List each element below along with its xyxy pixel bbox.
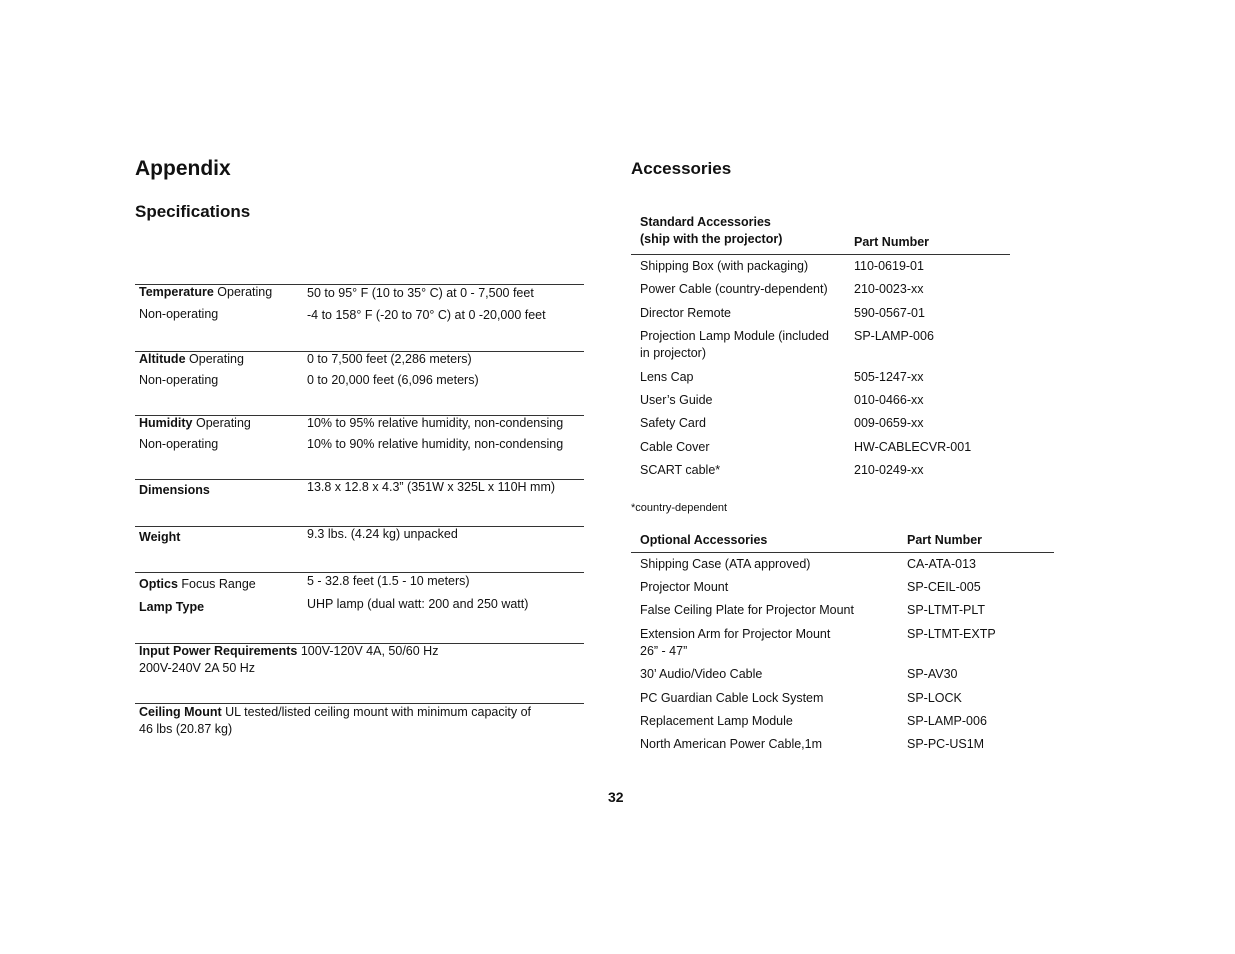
table-row-item: Projector Mount: [640, 580, 729, 594]
spec-temperature-nonop-value: -4 to 158° F (-20 to 70° C) at 0 -20,000 feet: [307, 308, 546, 322]
table-row-item: Cable Cover: [640, 440, 710, 454]
optional-header-rule: [631, 552, 1054, 553]
spec-temperature-label: Temperature Operating: [139, 285, 273, 299]
spec-weight-value: 9.3 lbs. (4.24 kg) unpacked: [307, 527, 458, 541]
spec-altitude-label: Altitude Operating: [139, 352, 244, 366]
table-row-item: 30’ Audio/Video Cable: [640, 667, 763, 681]
spec-lamp-value: UHP lamp (dual watt: 200 and 250 watt): [307, 597, 529, 611]
table-row-item: Lens Cap: [640, 370, 694, 384]
spec-power-line1: Input Power Requirements 100V-120V 4A, 50/60 Hz: [139, 644, 439, 658]
table-row-part: SP-PC-US1M: [907, 737, 985, 751]
table-row-part: SP-LTMT-PLT: [907, 603, 986, 617]
table-row-item: Power Cable (country-dependent): [640, 282, 828, 296]
table-row-part: 009-0659-xx: [854, 416, 924, 430]
spec-humidity-label: Humidity Operating: [139, 416, 251, 430]
spec-dimensions-value: 13.8 x 12.8 x 4.3” (351W x 325L x 110H mm): [307, 480, 556, 494]
page-title: Appendix: [135, 157, 231, 180]
table-row-part: SP-LOCK: [907, 691, 962, 705]
optional-header: Optional Accessories: [640, 533, 768, 547]
table-row-part: 505-1247-xx: [854, 370, 924, 384]
spec-optics-value: 5 - 32.8 feet (1.5 - 10 meters): [307, 574, 470, 588]
table-row-part: SP-LTMT-EXTP: [907, 627, 996, 641]
spec-ceiling-line1: Ceiling Mount UL tested/listed ceiling mount with minimum capacity of: [139, 705, 532, 719]
footnote: *country-dependent: [631, 502, 728, 514]
table-row-item: Projection Lamp Module (included: [640, 329, 829, 343]
standard-header-part: Part Number: [854, 235, 930, 249]
optional-header-part: Part Number: [907, 533, 983, 547]
spec-altitude-operating-value: 0 to 7,500 feet (2,286 meters): [307, 352, 472, 366]
spec-altitude-nonop-value: 0 to 20,000 feet (6,096 meters): [307, 373, 479, 387]
table-row-item-continued: in projector): [640, 346, 706, 360]
table-row-part: 110-0619-01: [854, 259, 924, 273]
table-row-item: Replacement Lamp Module: [640, 714, 793, 728]
spec-temperature-operating-value: 50 to 95° F (10 to 35° C) at 0 - 7,500 feet: [307, 286, 534, 300]
spec-humidity-nonop-label: Non-operating: [139, 437, 219, 451]
table-row-part: 210-0023-xx: [854, 282, 924, 296]
table-row-item: Shipping Box (with packaging): [640, 259, 809, 273]
spec-power-line2: 200V-240V 2A 50 Hz: [139, 661, 256, 675]
spec-optics-label: Optics Focus Range: [139, 577, 256, 591]
spec-humidity-nonop-value: 10% to 90% relative humidity, non-condensing: [307, 437, 564, 451]
spec-humidity-operating-value: 10% to 95% relative humidity, non-condensing: [307, 416, 564, 430]
table-row-part: SP-CEIL-005: [907, 580, 981, 594]
table-row-item: Shipping Case (ATA approved): [640, 557, 811, 571]
table-row-part: 210-0249-xx: [854, 463, 924, 477]
spec-ceiling-line2: 46 lbs (20.87 kg): [139, 722, 233, 736]
standard-header-line1: Standard Accessories: [640, 215, 771, 229]
spec-lamp-label: Lamp Type: [139, 600, 205, 614]
table-row-item: User’s Guide: [640, 393, 713, 407]
standard-header-rule: [631, 254, 1010, 255]
table-row-part: 590-0567-01: [854, 306, 925, 320]
table-row-item: PC Guardian Cable Lock System: [640, 691, 824, 705]
table-row-item: Director Remote: [640, 306, 731, 320]
table-row-item: Extension Arm for Projector Mount: [640, 627, 831, 641]
spec-dimensions-label: Dimensions: [139, 483, 210, 497]
table-row-item-continued: 26” - 47”: [640, 644, 688, 658]
section-title-accessories: Accessories: [631, 159, 732, 178]
table-row-part: 010-0466-xx: [854, 393, 924, 407]
table-row-part: HW-CABLECVR-001: [854, 440, 972, 454]
spec-weight-label: Weight: [139, 530, 181, 544]
section-title-specifications: Specifications: [135, 202, 251, 221]
table-row-item: North American Power Cable,1m: [640, 737, 823, 751]
table-row-part: SP-AV30: [907, 667, 958, 681]
standard-header-line2: (ship with the projector): [640, 232, 783, 246]
page-number: 32: [608, 789, 624, 805]
table-row-part: SP-LAMP-006: [907, 714, 987, 728]
spec-temperature-nonop-label: Non-operating: [139, 307, 219, 321]
table-row-part: CA-ATA-013: [907, 557, 977, 571]
table-row-item: False Ceiling Plate for Projector Mount: [640, 603, 854, 617]
table-row-part: SP-LAMP-006: [854, 329, 934, 343]
spec-altitude-nonop-label: Non-operating: [139, 373, 219, 387]
table-row-item: Safety Card: [640, 416, 707, 430]
table-row-item: SCART cable*: [640, 463, 721, 477]
